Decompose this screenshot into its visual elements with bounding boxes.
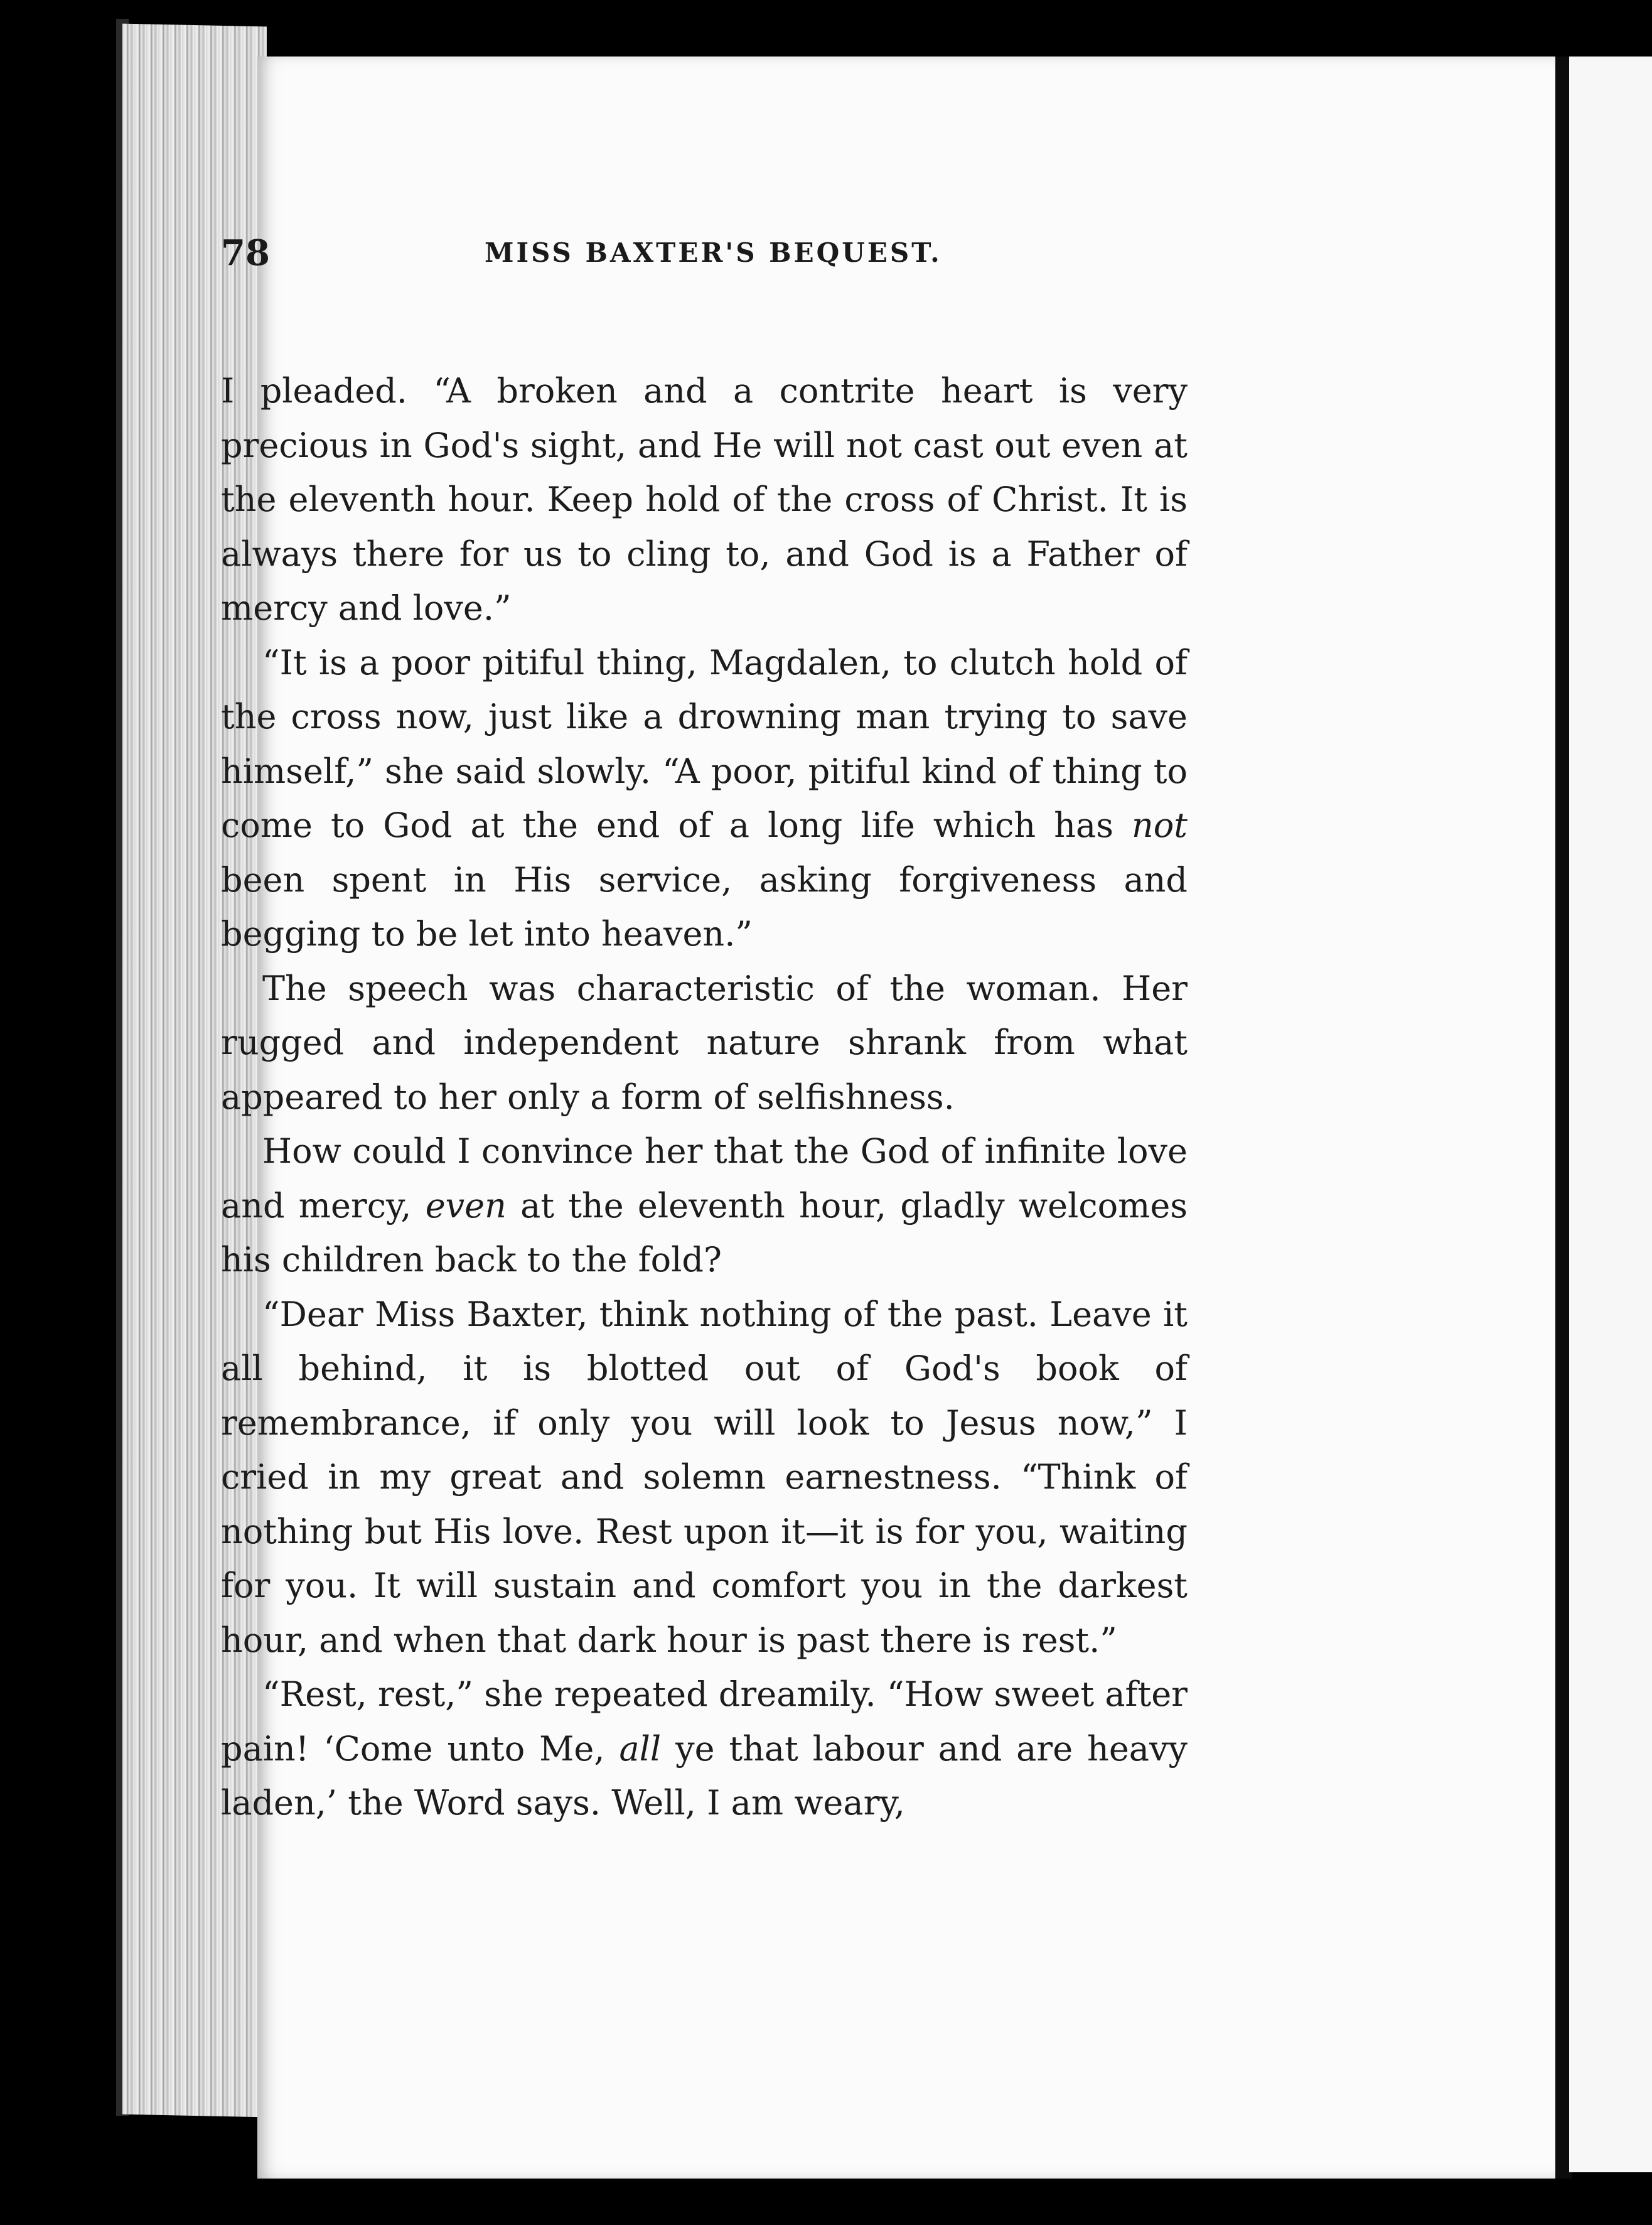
paragraph [221,1288,1188,1668]
body-text [221,364,1188,1831]
paragraph-text: “Rest, rest,” she repeated dreamily. “How sweet after pain! ‘Come unto Me, [221,1674,1188,1769]
paragraph-text: ye that labour and are heavy laden,’ the Word says. Well, I am weary, [221,1728,1188,1823]
italic-text: even [425,1185,507,1226]
paragraph-text: I pleaded. “A broken and a contrite heart is very precious in God's sight, and He will not cast out even at the eleventh hour. Keep hold of the cross of Christ. It is always there for us to cling to, and God is a Father of mercy and love.” [221,371,1188,628]
paragraph [221,1667,1188,1831]
page-number: 78 [221,232,270,274]
paragraph-text: been spent in His service, asking forgiveness and begging to be let into heaven.” [221,859,1188,954]
paragraph [221,962,1188,1125]
paragraph-text: “Dear Miss Baxter, think nothing of the past. Leave it all behind, it is blotted out of God's book of remembrance, if only you will look to Jesus now,” I cried in my great and solemn earnestness. “Think of nothing but His love. Rest upon it—it is for you, waiting for you. It will sustain and comfort you in the darkest hour, and when that dark hour is past there is rest.” [221,1294,1188,1660]
italic-text: not [1132,805,1188,845]
running-head: MISS BAXTER'S BEQUEST. [485,237,942,268]
paragraph-text: “It is a poor pitiful thing, Magdalen, to clutch hold of the cross now, just like a drowning man trying to save himself,” she said slowly. “A poor, pitiful kind of thing to come to God at the end of a long life which has [221,642,1188,845]
facing-page-edge [1569,57,1652,2172]
paragraph-text: at the eleventh hour, gladly welcomes his children back to the fold? [221,1185,1188,1280]
paragraph [221,1124,1188,1288]
paragraph [221,636,1188,962]
paragraph-text: How could I convince her that the God of infinite love and mercy, [221,1131,1188,1226]
paragraph-text: The speech was characteristic of the woman. Her rugged and independent nature shrank from what appeared to her only a form of selfishness. [221,968,1188,1117]
paragraph [221,364,1188,636]
page-header [221,232,1188,276]
italic-text: all [619,1728,662,1769]
